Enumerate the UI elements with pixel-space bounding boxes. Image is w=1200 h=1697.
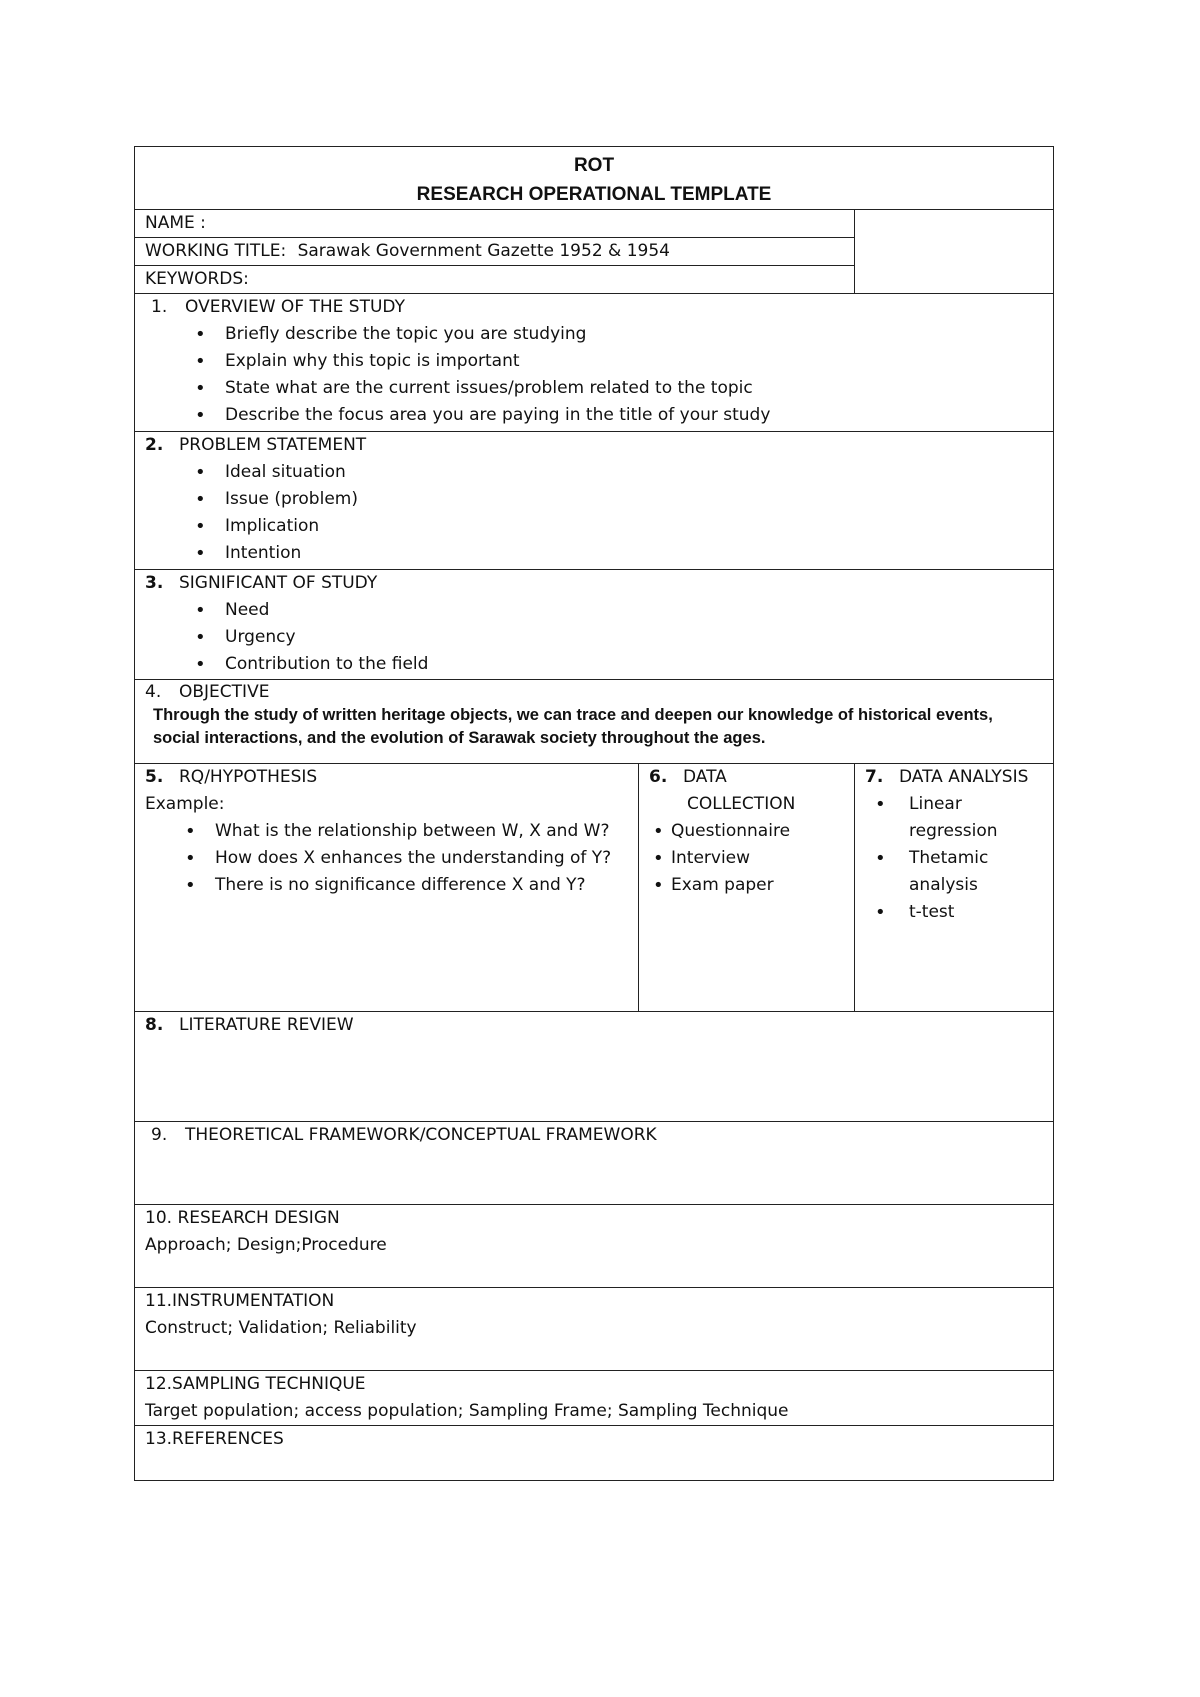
section-sampling-technique [135, 1371, 1054, 1426]
section-overview [135, 294, 1054, 432]
section-11-title: 11.INSTRUMENTATION [145, 1291, 335, 1311]
section-9-number: 9. [151, 1125, 168, 1145]
section-12-row [135, 1371, 1054, 1426]
list-item: • Implication [195, 513, 1043, 540]
list-item: • Describe the focus area you are paying in the title of your study [195, 402, 1043, 429]
section-10-text: Approach; Design;Procedure [145, 1235, 387, 1255]
section-13-row [135, 1426, 1054, 1481]
section-1-row [135, 294, 1054, 432]
rq-example-label: Example: [145, 794, 225, 814]
working-title-value: Sarawak Government Gazette 1952 & 1954 [297, 241, 670, 261]
working-title-label: WORKING TITLE: [145, 241, 287, 261]
name-label: NAME : [145, 213, 206, 233]
section-5-title: RQ/HYPOTHESIS [179, 767, 318, 787]
list-item: • What is the relationship between W, X and W? [185, 818, 628, 845]
section-2-number: 2. [145, 435, 164, 455]
list-item: • There is no significance difference X and Y? [185, 872, 628, 899]
section-3-title: SIGNIFICANT OF STUDY [179, 573, 378, 593]
section-references [135, 1426, 1054, 1481]
section-3-number: 3. [145, 573, 164, 593]
list-item: • Intention [195, 540, 1043, 567]
section-1-number: 1. [151, 297, 168, 317]
section-8-row [135, 1012, 1054, 1122]
section-problem-statement [135, 432, 1054, 570]
section-5-list [145, 818, 628, 899]
section-8-title: LITERATURE REVIEW [179, 1015, 354, 1035]
list-item: • State what are the current issues/problem related to the topic [195, 375, 1043, 402]
section-data-collection [639, 764, 855, 1012]
section-instrumentation [135, 1288, 1054, 1371]
section-3-list [145, 597, 1043, 678]
section-significance [135, 570, 1054, 680]
section-2-list [145, 459, 1043, 567]
section-1-title: OVERVIEW OF THE STUDY [185, 297, 405, 317]
header-row [135, 147, 1054, 210]
section-theoretical-framework [135, 1122, 1054, 1205]
research-operational-template-form [134, 146, 1054, 1481]
section-4-number: 4. [145, 682, 162, 702]
section-6-title-a: DATA [683, 767, 727, 787]
section-data-analysis [855, 764, 1054, 1012]
list-item: • Thetamic analysis [875, 845, 1043, 899]
list-item: • How does X enhances the understanding of Y? [185, 845, 628, 872]
section-13-title: 13.REFERENCES [145, 1429, 284, 1449]
section-6-title-b: COLLECTION [687, 794, 796, 814]
keywords-label: KEYWORDS: [145, 269, 249, 289]
section-6-list [649, 818, 844, 899]
section-2-row [135, 432, 1054, 570]
list-item: • t-test [875, 899, 1043, 926]
section-literature-review [135, 1012, 1054, 1122]
section-10-row [135, 1205, 1054, 1288]
keywords-field[interactable] [135, 266, 855, 294]
section-11-row [135, 1288, 1054, 1371]
list-item: • Explain why this topic is important [195, 348, 1043, 375]
sections-5-6-7-row [135, 764, 1054, 1012]
name-row [135, 210, 1054, 238]
section-7-number: 7. [865, 767, 884, 787]
photo-box [855, 210, 1054, 294]
section-2-title: PROBLEM STATEMENT [179, 435, 367, 455]
list-item: • Questionnaire [653, 818, 844, 845]
section-5-number: 5. [145, 767, 164, 787]
list-item: • Need [195, 597, 1043, 624]
section-4-title: OBJECTIVE [179, 682, 270, 702]
section-rq-hypothesis [135, 764, 639, 1012]
section-1-list [145, 321, 1043, 429]
working-title-field[interactable] [135, 238, 855, 266]
section-10-title: 10. RESEARCH DESIGN [145, 1208, 340, 1228]
section-4-row [135, 680, 1054, 764]
list-item: • Urgency [195, 624, 1043, 651]
section-9-title: THEORETICAL FRAMEWORK/CONCEPTUAL FRAMEWORK [185, 1125, 657, 1145]
header-line-1: ROT [573, 155, 615, 176]
name-field[interactable] [135, 210, 855, 238]
list-item: • Contribution to the field [195, 651, 1043, 678]
section-objective [135, 680, 1054, 764]
section-7-list [865, 791, 1043, 926]
section-12-title: 12.SAMPLING TECHNIQUE [145, 1374, 366, 1394]
header-line-2: RESEARCH OPERATIONAL TEMPLATE [416, 184, 772, 205]
section-3-row [135, 570, 1054, 680]
section-9-row [135, 1122, 1054, 1205]
section-11-text: Construct; Validation; Reliability [145, 1318, 417, 1338]
list-item: • Exam paper [653, 872, 844, 899]
list-item: • Briefly describe the topic you are studying [195, 321, 1043, 348]
section-7-title: DATA ANALYSIS [899, 767, 1029, 787]
list-item: • Ideal situation [195, 459, 1043, 486]
section-research-design [135, 1205, 1054, 1288]
list-item: • Linear regression [875, 791, 1043, 845]
form-header [135, 147, 1054, 210]
list-item: • Interview [653, 845, 844, 872]
section-12-text: Target population; access population; Sampling Frame; Sampling Technique [145, 1401, 789, 1421]
objective-text: Through the study of written heritage objects, we can trace and deepen our knowledge of historical events, social interactions, and the evolution of Sarawak society throughout the ages. [153, 706, 993, 747]
section-8-number: 8. [145, 1015, 164, 1035]
list-item: • Issue (problem) [195, 486, 1043, 513]
section-6-number: 6. [649, 767, 668, 787]
